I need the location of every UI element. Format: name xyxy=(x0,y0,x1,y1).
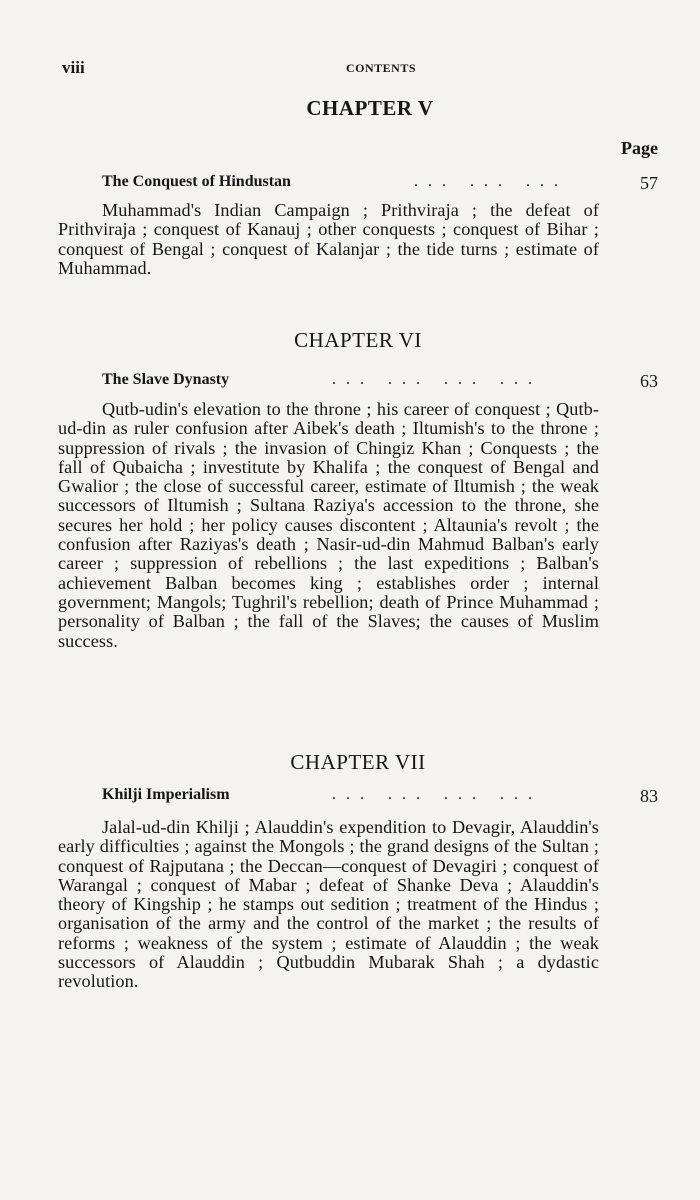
toc-entry-title: The Slave Dynasty xyxy=(102,371,230,388)
chapter-summary: Muhammad's Indian Campaign ; Prithviraja ; the defeat of Prithviraja ; conquest of Kanauj ; other conquests ; conquest of Bihar ; conquest of Bengal ; conquest of Kalanjar ; the tide turns ; estimate of Muhammad. xyxy=(58,200,599,278)
toc-entry-page: 63 xyxy=(640,371,658,391)
running-head xyxy=(62,58,660,78)
chapter-heading: CHAPTER VII xyxy=(290,750,426,774)
toc-entry-page: 57 xyxy=(640,173,658,193)
toc-entry-page: 83 xyxy=(640,786,658,806)
toc-entry-title: The Conquest of Hindustan xyxy=(102,173,291,190)
toc-entry-title: Khilji Imperialism xyxy=(102,786,230,803)
chapter-heading: CHAPTER VI xyxy=(294,328,422,352)
toc-entry xyxy=(102,371,658,395)
toc-entry-leader: ... ... ... ... xyxy=(332,786,542,803)
running-title: CONTENTS xyxy=(345,61,417,75)
page-column-label: Page xyxy=(621,138,658,158)
chapter-summary: Jalal-ud-din Khilji ; Alauddin's expendition to Devagir, Alauddin's early difficulties ; against the Mongols ; the grand designs of the Sultan ; conquest of Rajputana ; the Deccan—conquest of Devagiri ; conquest of Warangal ; conquest of Mabar ; defeat of Shanke Deva ; Alauddin's theory of Kingship ; he stamps out sedition ; treatment of the Hindus ; organisation of the army and the control of the market ; the results of reforms ; weakness of the system ; estimate of Alauddin ; the weak successors of Alauddin ; Qutbuddin Mubarak Shah ; a dydastic revolution. xyxy=(58,817,599,992)
toc-entry xyxy=(102,173,658,197)
toc-entry-leader: ... ... ... ... xyxy=(332,371,542,388)
toc-entry-leader: ... ... ... xyxy=(414,173,568,190)
chapter-heading: CHAPTER V xyxy=(306,96,434,120)
chapter-summary: Qutb-udin's elevation to the throne ; his career of conquest ; Qutb-ud-din as ruler confusion after Aibek's death ; Iltumish's to the throne ; suppression of rivals ; the invasion of Chingiz Khan ; Conquests ; the fall of Qubaicha ; investitute by Khalifa ; the conquest of Bengal and Gwalior ; the close of successful career, estimate of Iltumish ; the weak successors of Iltumish ; Sultana Raziya's accession to the throne, she secures her hold ; her policy causes discontent ; Altaunia's revolt ; the confusion after Raziyas's death ; Nasir-ud-din Mahmud Balban's early career ; suppression of rebellions ; the last expeditions ; Balban's achievement Balban becomes king ; establishes order ; internal government; Mangols; Tughril's rebellion; death of Prince Muhammad ; personality of Balban ; the fall of the Slaves; the causes of Muslim success. xyxy=(58,399,599,651)
toc-entry xyxy=(102,786,658,810)
page-number: viii xyxy=(62,58,85,77)
